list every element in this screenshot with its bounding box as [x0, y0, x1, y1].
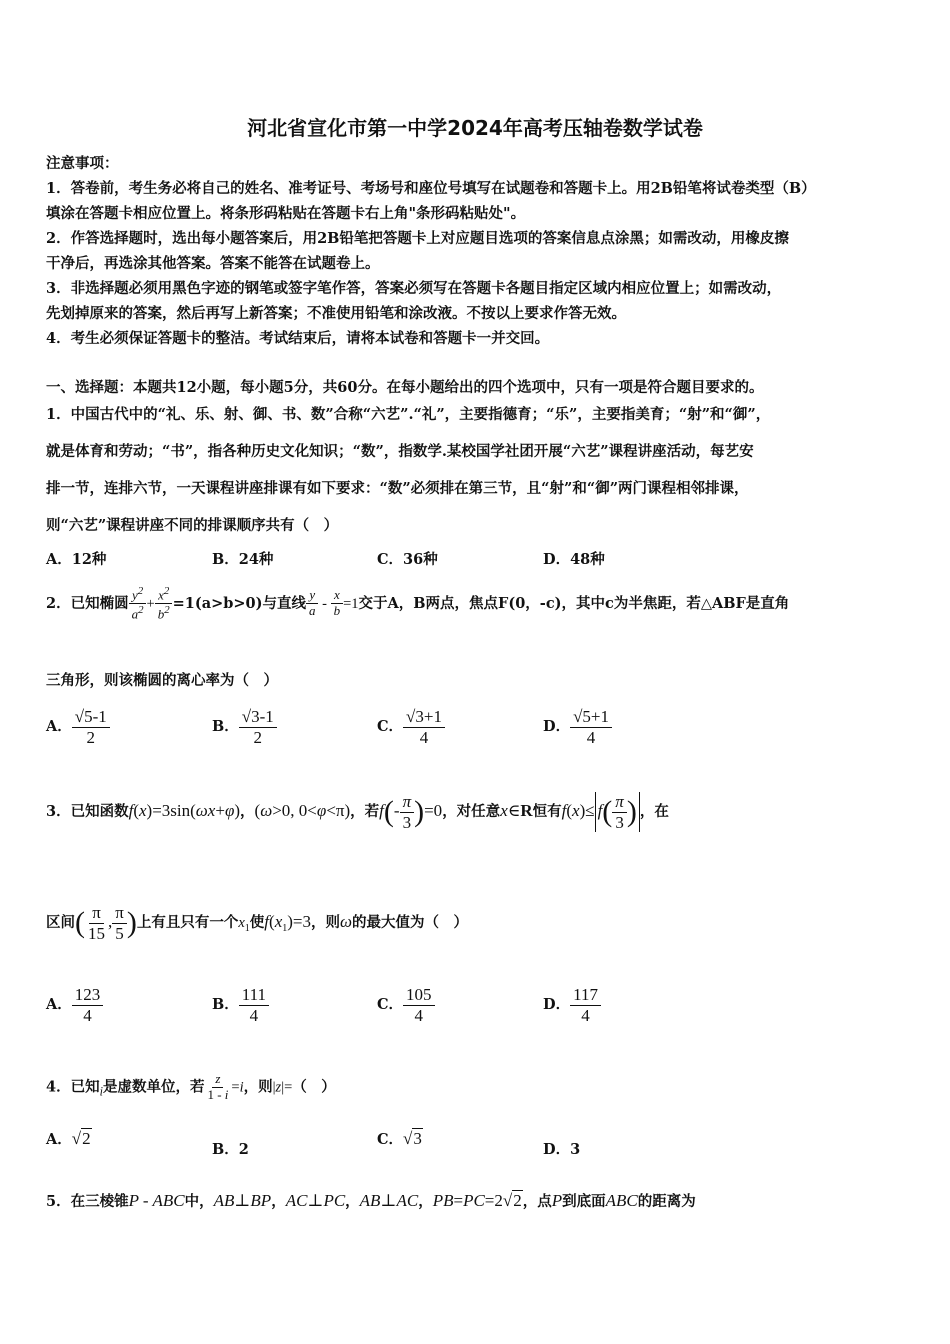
- q1-option-a: A．12种: [46, 551, 107, 568]
- q1-line-3: 排一节，连排六节，一天课程讲座排课有如下要求：“数”必须排在第三节，且“射”和“御”两门课程相邻排课，: [46, 480, 749, 497]
- q2-option-a: A． $\frac{√5-1}{2}$: [46, 707, 110, 747]
- notice-line-4: 干净后，再选涂其他答案。答案不能答在试题卷上。: [46, 255, 380, 272]
- q1-line-1: 1．中国古代中的“礼、乐、射、御、书、数”合称“六艺”.“礼”，主要指德育；“乐”，主要指美育；“射”和“御”，: [46, 406, 771, 423]
- q3-option-b: B． $\frac{111}{4}$: [212, 985, 269, 1025]
- q2-line-1: 2．已知椭圆 $\frac{y^2}{a^2}$ + $\frac{x^2}{b^2}$ =1(a>b>0)与直线 $\frac{y}{a}$ - $\frac{x}{b}$ =1交于A，B两点，焦点F(0，-c)，其中c为半焦距，若△ABF是直角: [46, 585, 790, 622]
- q1-option-d: D．48种: [543, 551, 605, 568]
- q3-option-c: C． $\frac{105}{4}$: [377, 985, 435, 1025]
- q2-option-c: C． $\frac{√3+1}{4}$: [377, 707, 445, 747]
- q2-line-2: 三角形，则该椭圆的离心率为（ ）: [46, 672, 278, 689]
- notice-line-1: 1．答卷前，考生务必将自己的姓名、准考证号、考场号和座位号填写在试题卷和答题卡上。用2B铅笔将试卷类型（B）: [46, 180, 816, 197]
- q1-line-2: 就是体育和劳动；“书”，指各种历史文化知识；“数”，指数学.某校国学社团开展“六艺”课程讲座活动，每艺安: [46, 443, 754, 460]
- notice-line-5: 3．非选择题必须用黑色字迹的钢笔或签字笔作答，答案必须写在答题卡各题目指定区域内相应位置上；如需改动，: [46, 280, 782, 297]
- q1-line-4: 则“六艺”课程讲座不同的排课顺序共有（ ）: [46, 517, 339, 534]
- q1-option-c: C．36种: [377, 551, 438, 568]
- q3-option-a: A． $\frac{123}{4}$: [46, 985, 103, 1025]
- ellipse-fraction-x: $\frac{x^2}{b^2}$: [155, 585, 173, 623]
- q1-option-b: B．24种: [212, 551, 274, 568]
- notice-line-7: 4．考生必须保证答题卡的整洁。考试结束后，请将本试卷和答题卡一并交回。: [46, 330, 550, 347]
- ellipse-fraction-y: $\frac{y^2}{a^2}$: [129, 585, 147, 623]
- q3-option-d: D． $\frac{117}{4}$: [543, 985, 601, 1025]
- q2-text-3: 交于A，B两点，焦点F(0，-c)，其中c为半焦距，若△ABF是直角: [358, 594, 790, 612]
- q4-option-c: C．√3: [377, 1129, 422, 1148]
- q4-option-b: B．2: [212, 1141, 249, 1158]
- notice-line-6: 先划掉原来的答案，然后再写上新答案；不准使用铅笔和涂改液。不按以上要求作答无效。: [46, 305, 626, 322]
- q4-option-a: A．√2: [46, 1129, 91, 1148]
- q2-text-2: =1(a>b>0)与直线: [172, 594, 307, 612]
- notice-heading: 注意事项：: [46, 155, 119, 172]
- line-fraction-x: $\frac{x}{b}$: [331, 588, 344, 619]
- q2-option-d: D． $\frac{√5+1}{4}$: [543, 707, 612, 747]
- notice-line-2: 填涂在答题卡相应位置上。将条形码粘贴在答题卡右上角"条形码粘贴处"。: [46, 205, 526, 222]
- line-fraction-y: $\frac{y}{a}$: [306, 588, 319, 619]
- q3-line-2: 区间( $\frac{\pi}{15}$ , $\frac{\pi}{5}$ )上有且只有一个$x_1$使$f(x_1)=3$，则ω的最大值为（ ）: [46, 903, 468, 943]
- q2-option-b: B． $\frac{√3-1}{2}$: [212, 707, 277, 747]
- q2-text-1: 2．已知椭圆: [46, 594, 129, 612]
- q4-line-1: 4．已知$_i$是虚数单位，若 $\frac{z}{1 - i}$ =i，则|z|=（ ）: [46, 1071, 336, 1102]
- page-title: 河北省宣化市第一中学2024年高考压轴卷数学试卷: [247, 116, 703, 140]
- notice-line-3: 2．作答选择题时，选出每小题答案后，用2B铅笔把答题卡上对应题目选项的答案信息点涂黑；如需改动，用橡皮擦: [46, 230, 789, 247]
- section-heading: 一、选择题：本题共12小题，每小题5分，共60分。在每小题给出的四个选项中，只有一项是符合题目要求的。: [46, 379, 764, 396]
- q3-line-1: 3．已知函数f(x)=3sin(ωx+φ)，(ω>0, 0<φ<π)，若f(- $\frac{\pi}{3}$ )=0，对任意x∈R恒有f(x)≤ f( $\frac{\pi}{3}$ ) ，在: [46, 792, 669, 832]
- q5-line-1: 5．在三棱锥P - ABC中，AB⊥BP，AC⊥PC，AB⊥AC，PB=PC=2√2，点P到底面ABC的距离为: [46, 1191, 696, 1210]
- q4-option-d: D．3: [543, 1141, 581, 1158]
